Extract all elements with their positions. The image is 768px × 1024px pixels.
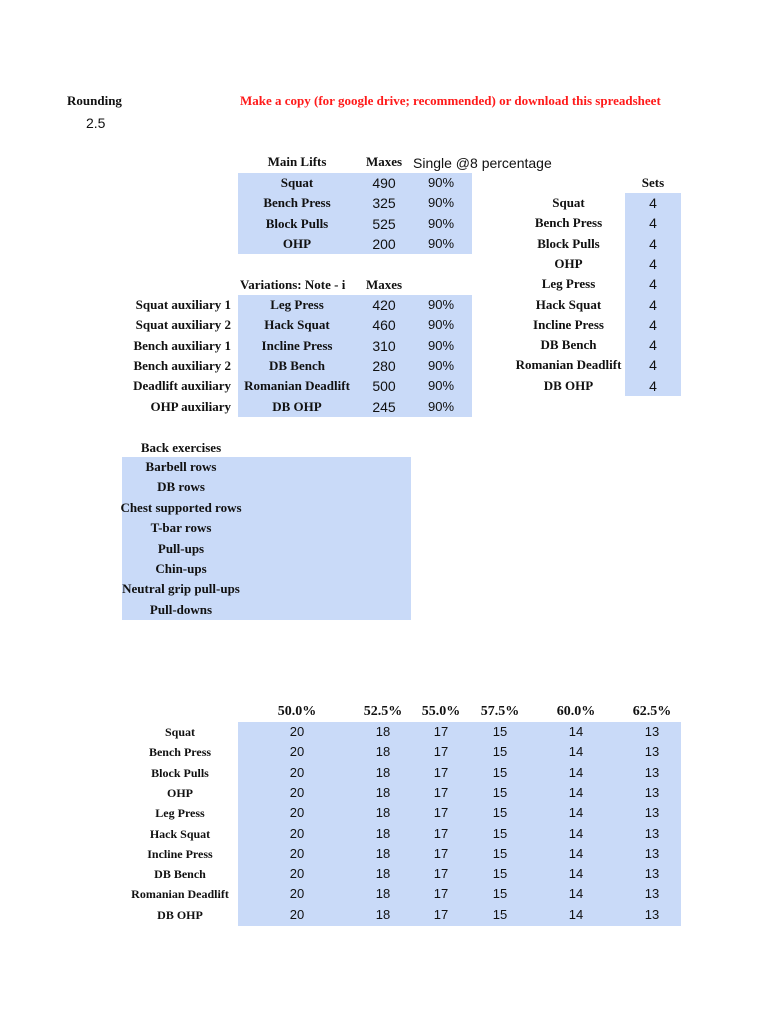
reps-cell[interactable]: 17 [433,764,449,780]
sets-lift-name: OHP [554,255,583,271]
reps-cell[interactable]: 18 [375,845,391,861]
back-exercise-item[interactable]: Chest supported rows [120,499,242,515]
reps-cell[interactable]: 14 [568,744,584,760]
variation-max-cell[interactable]: 500 [372,378,396,395]
reps-column-header: 60.0% [556,704,596,719]
reps-cell[interactable]: 13 [644,805,660,821]
reps-cell[interactable]: 13 [644,886,660,902]
reps-cell[interactable]: 13 [644,866,660,882]
reps-cell[interactable]: 18 [375,784,391,800]
sets-lift-name: Hack Squat [535,296,602,312]
main-lift-name: Bench Press [263,195,331,211]
reps-cell[interactable]: 20 [289,825,305,841]
reps-cell[interactable]: 13 [644,825,660,841]
reps-cell[interactable]: 14 [568,724,584,739]
main-lift-name: Squat [280,175,314,190]
reps-cell[interactable]: 14 [568,866,584,882]
sets-cell[interactable]: 4 [649,377,657,394]
reps-row-name: Hack Squat [149,826,211,841]
variation-slot-label: OHP auxiliary [150,398,231,414]
sets-lift-name: Incline Press [533,316,604,332]
reps-cell[interactable]: 17 [433,866,449,882]
reps-cell[interactable]: 17 [433,906,449,922]
back-exercise-item[interactable]: Pull-downs [149,601,213,617]
variation-slot-label: Squat auxiliary 1 [135,297,231,312]
sets-header: Sets [641,175,665,190]
reps-cell[interactable]: 13 [644,784,660,800]
copy-notice: Make a copy (for google drive; recommended) or download this spreadsheet [240,93,661,108]
reps-row-name: Block Pulls [151,765,209,780]
reps-cell[interactable]: 18 [375,744,391,760]
reps-cell[interactable]: 13 [644,724,660,739]
reps-cell[interactable]: 18 [375,866,391,882]
reps-cell[interactable]: 14 [568,784,584,800]
reps-cell[interactable]: 17 [433,784,449,800]
reps-cell[interactable]: 15 [492,866,508,882]
reps-cell[interactable]: 20 [289,845,305,861]
variation-name[interactable]: Romanian Deadlift [244,378,350,394]
sets-lift-name: Leg Press [541,276,596,292]
variation-slot-label: Bench auxiliary 1 [133,337,231,353]
sets-lift-name: Squat [552,195,585,210]
back-exercise-item[interactable]: Neutral grip pull-ups [122,581,240,597]
reps-cell[interactable]: 20 [289,866,305,882]
reps-cell[interactable]: 14 [568,825,584,841]
variation-pct-cell[interactable]: 90% [427,317,455,333]
reps-cell[interactable]: 20 [289,724,305,739]
sets-lift-name: DB Bench [540,337,597,353]
variation-pct-cell[interactable]: 90% [427,337,455,353]
reps-cell[interactable]: 18 [375,764,391,780]
reps-cell[interactable]: 18 [375,886,391,902]
back-exercises-header: Back exercises [140,440,222,455]
reps-cell[interactable]: 14 [568,764,584,780]
reps-cell[interactable]: 13 [644,906,660,922]
reps-cell[interactable]: 14 [568,886,584,902]
reps-cell[interactable]: 17 [433,886,449,902]
reps-cell[interactable]: 17 [433,724,449,739]
back-exercise-item[interactable]: Chin-ups [155,561,207,576]
main-lift-max-cell[interactable]: 200 [372,235,396,252]
sets-cell[interactable]: 4 [649,255,657,272]
variation-pct-cell[interactable]: 90% [427,398,455,414]
reps-cell[interactable]: 14 [568,906,584,922]
reps-cell[interactable]: 17 [433,744,449,760]
variation-pct-cell[interactable]: 90% [427,357,455,373]
reps-cell[interactable]: 18 [375,906,391,922]
back-exercise-item[interactable]: DB rows [157,479,205,495]
reps-cell[interactable]: 13 [644,764,660,780]
sets-cell[interactable]: 4 [649,337,657,354]
reps-row-name: DB OHP [157,907,203,922]
main-lifts-header: Main Lifts [267,154,327,169]
reps-row-name: Romanian Deadlift [131,887,229,902]
variation-max-cell[interactable]: 420 [372,297,396,313]
sets-lift-name: Romanian Deadlift [515,357,622,373]
main-lift-pct-cell[interactable]: 90% [427,215,455,231]
sets-cell[interactable]: 4 [649,316,657,333]
variation-max-cell[interactable]: 310 [372,337,396,354]
reps-cell[interactable]: 13 [644,744,660,760]
variation-name[interactable]: Leg Press [270,297,324,312]
reps-cell[interactable]: 20 [289,784,305,800]
variations-header: Variations: Note - i [240,277,346,292]
variation-name[interactable]: Incline Press [261,337,333,353]
reps-cell[interactable]: 20 [289,744,305,760]
reps-row-name: Leg Press [155,806,205,821]
reps-cell[interactable]: 18 [375,805,391,821]
reps-row-name: OHP [167,785,193,800]
rounding-label: Rounding [67,93,122,108]
variations-maxes-header: Maxes [365,277,403,292]
reps-cell[interactable]: 14 [568,845,584,861]
back-exercise-item[interactable]: T-bar rows [150,520,212,536]
reps-column-header: 57.5% [480,704,520,719]
variation-name[interactable]: Hack Squat [264,317,330,333]
reps-row-name: DB Bench [154,867,206,882]
single-pct-header: Single @8 percentage [413,155,552,171]
reps-cell[interactable]: 15 [492,845,508,861]
main-lift-name: OHP [282,235,312,251]
back-exercise-item[interactable]: Pull-ups [157,540,205,556]
variation-pct-cell[interactable]: 90% [427,297,455,312]
sets-cell[interactable]: 4 [649,215,657,232]
reps-row-name: Incline Press [147,846,213,861]
reps-cell[interactable]: 20 [289,886,305,902]
main-lift-pct-cell[interactable]: 90% [427,175,455,190]
variation-pct-cell[interactable]: 90% [427,378,455,394]
variation-name[interactable]: DB Bench [269,357,325,373]
main-lift-max-cell[interactable]: 325 [372,195,396,212]
reps-column-header: 52.5% [363,704,403,719]
sets-lift-name: Block Pulls [537,235,600,251]
sets-lift-name: Bench Press [534,215,603,231]
back-exercise-item[interactable]: Barbell rows [145,459,217,474]
reps-cell[interactable]: 14 [568,805,584,821]
reps-cell[interactable]: 15 [492,764,508,780]
reps-cell[interactable]: 20 [289,764,305,780]
sets-cell[interactable]: 4 [649,195,657,211]
variation-max-cell[interactable]: 460 [372,317,396,334]
reps-cell[interactable]: 15 [492,886,508,902]
reps-cell[interactable]: 15 [492,906,508,922]
sets-lift-name: DB OHP [543,377,594,393]
sets-cell[interactable]: 4 [649,276,657,293]
variation-slot-label: Bench auxiliary 2 [133,357,231,373]
maxes-header: Maxes [365,154,403,169]
variation-max-cell[interactable]: 245 [372,398,396,415]
reps-cell[interactable]: 15 [492,744,508,760]
main-lift-max-cell[interactable]: 525 [372,215,396,232]
main-lift-pct-cell[interactable]: 90% [427,235,455,251]
sets-cell[interactable]: 4 [649,357,657,374]
reps-cell[interactable]: 13 [644,845,660,861]
reps-cell[interactable]: 17 [433,825,449,841]
reps-cell[interactable]: 15 [492,825,508,841]
reps-column-header: 62.5% [632,704,672,719]
variation-slot-label: Squat auxiliary 2 [135,317,231,333]
reps-cell[interactable]: 15 [492,724,508,739]
reps-cell[interactable]: 18 [375,724,391,739]
reps-cell[interactable]: 20 [289,906,305,922]
main-lift-max-cell[interactable]: 490 [372,175,396,191]
reps-cell[interactable]: 15 [492,784,508,800]
main-lift-pct-cell[interactable]: 90% [427,195,455,211]
reps-cell[interactable]: 18 [375,825,391,841]
reps-cell[interactable]: 17 [433,805,449,821]
reps-column-header: 55.0% [421,704,461,719]
reps-row-name: Bench Press [148,745,212,760]
rounding-value[interactable]: 2.5 [86,115,106,131]
reps-cell[interactable]: 15 [492,805,508,821]
reps-cell[interactable]: 20 [289,805,305,821]
sets-cell[interactable]: 4 [649,296,657,313]
reps-cell[interactable]: 17 [433,845,449,861]
variation-name[interactable]: DB OHP [272,398,322,414]
sets-cell[interactable]: 4 [649,235,657,252]
main-lift-name: Block Pulls [265,215,329,231]
reps-row-name: Squat [164,725,196,739]
variation-slot-label: Deadlift auxiliary [133,378,231,394]
reps-column-header: 50.0% [277,704,317,719]
variation-max-cell[interactable]: 280 [372,357,396,374]
